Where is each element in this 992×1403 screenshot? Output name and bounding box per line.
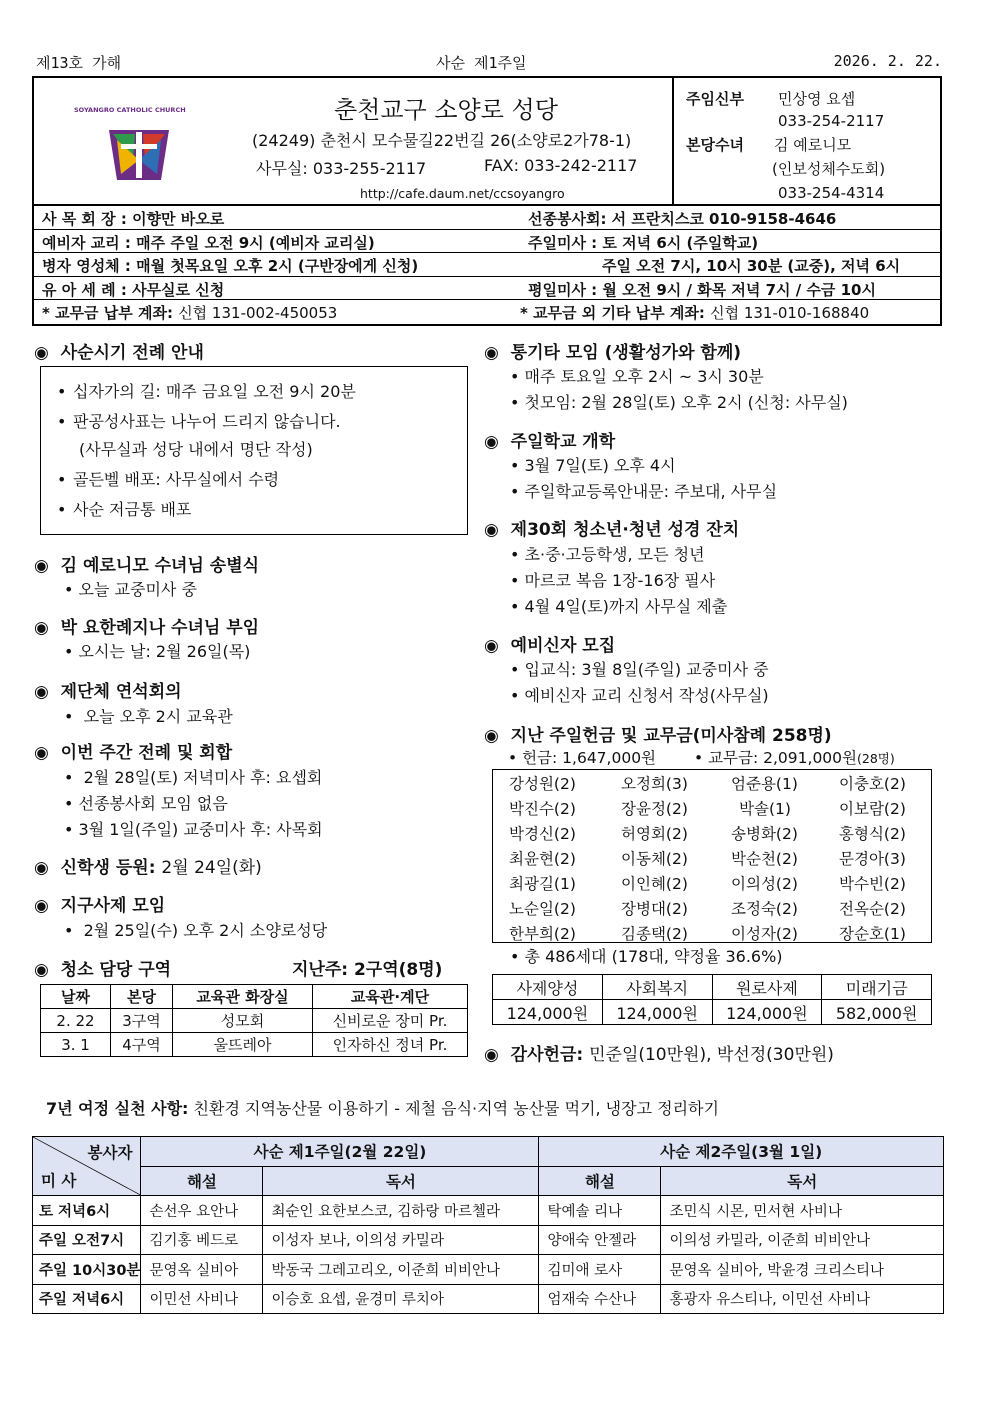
- table-cell: 124,000원: [602, 1000, 712, 1025]
- donor-name: 박진수(2): [509, 800, 576, 818]
- info-weekday-mass: 평일미사 : 월 오전 9시 / 화목 저녁 7시 / 수금 10시: [528, 280, 876, 299]
- corner-top-label: 봉사자: [87, 1144, 133, 1162]
- table-cell: 3구역: [111, 1009, 173, 1033]
- clergy-box: [672, 78, 944, 206]
- list-item: • 오늘 교중미사 중: [64, 580, 197, 599]
- mass-time: 주일 10시30분: [33, 1255, 141, 1285]
- logo-text: SOYANGRO CATHOLIC CHURCH: [74, 106, 186, 114]
- church-logo: [74, 104, 204, 194]
- list-item: • 3월 7일(토) 오후 4시: [510, 456, 676, 475]
- table-row: [33, 1284, 944, 1314]
- list-item: • 주일학교등록안내문: 주보대, 사무실: [510, 482, 778, 501]
- list-item: • 첫모임: 2월 28일(토) 오후 2시 (신청: 사무실): [510, 393, 848, 412]
- column-header: 사회복지: [602, 975, 712, 1000]
- school-title: ◉ 주일학교 개학: [484, 432, 616, 452]
- donor-name: 박경신(2): [509, 825, 576, 843]
- corner-cell: [33, 1137, 141, 1196]
- offering-cash: • 헌금: 1,647,000원: [508, 749, 657, 767]
- table-header-row: [41, 985, 468, 1009]
- donor-name: 전옥순(2): [839, 900, 906, 918]
- mass-time: 주일 오전7시: [33, 1225, 141, 1255]
- column-header: 독서: [661, 1166, 944, 1196]
- nun-phone: 033-254-4314: [778, 184, 885, 202]
- nun-name: 김 예로니모: [774, 136, 852, 154]
- catechumen-title: ◉ 예비신자 모집: [484, 636, 616, 656]
- column-header: 본당: [111, 985, 173, 1009]
- table-header-row: [33, 1166, 944, 1196]
- donor-name: 허영회(2): [621, 825, 688, 843]
- table-header-row: [33, 1137, 944, 1167]
- donor-name: 노순일(2): [509, 900, 576, 918]
- list-item: • 오시는 날: 2월 26일(목): [64, 642, 251, 661]
- table-row: [493, 1000, 932, 1025]
- donor-name: 홍형식(2): [839, 825, 906, 843]
- column-header: 독서: [263, 1166, 539, 1196]
- pastor-name: 민상영 요셉: [778, 90, 856, 108]
- table-cell: 손선우 요안나: [141, 1196, 263, 1226]
- table-cell: 울뜨레아: [173, 1033, 313, 1057]
- table-row: [41, 1033, 468, 1057]
- liturgical-week: 사순 제1주일: [436, 54, 527, 72]
- table-header-row: [493, 975, 932, 1000]
- table-row: [41, 1009, 468, 1033]
- pastor-phone: 033-254-2117: [778, 112, 885, 130]
- nun-order: (인보성체수도회): [772, 160, 886, 178]
- total-households: • 총 486세대 (178대, 약정율 36.6%): [510, 947, 783, 966]
- table-cell: 2. 22: [41, 1009, 111, 1033]
- donor-name: 문경아(3): [839, 850, 906, 868]
- donor-name: 박솔(1): [739, 800, 791, 818]
- table-cell: 문영옥 실비아: [141, 1255, 263, 1285]
- donor-name: 송병화(2): [731, 825, 798, 843]
- column-header: 원로사제: [712, 975, 822, 1000]
- donor-name: 조정숙(2): [731, 900, 798, 918]
- table-cell: 성모회: [173, 1009, 313, 1033]
- cleaning-title: ◉ 청소 담당 구역: [34, 960, 172, 980]
- table-row: [33, 1196, 944, 1226]
- nun-label: 본당수녀: [686, 136, 744, 154]
- thanks-line: ◉ 감사헌금: 민준일(10만원), 박선정(30만원): [484, 1045, 834, 1065]
- issue-number: 제13호 가해: [36, 54, 122, 72]
- column-header: 미래기금: [822, 975, 932, 1000]
- service-roster-table: [32, 1136, 944, 1314]
- week-title: ◉ 이번 주간 전례 및 회합: [34, 743, 233, 763]
- list-item: • 2월 25일(수) 오후 2시 소양로성당: [64, 921, 328, 940]
- arrival-title: ◉ 박 요한례지나 수녀님 부임: [34, 618, 260, 638]
- district-title: ◉ 지구사제 모임: [34, 896, 166, 916]
- donor-name: 이성자(2): [731, 925, 798, 943]
- donor-name: 이충호(2): [839, 775, 906, 793]
- donor-name: 김종택(2): [621, 925, 688, 943]
- donor-name: 이동체(2): [621, 850, 688, 868]
- table-cell: 인자하신 정녀 Pr.: [313, 1033, 468, 1057]
- list-item: • 3월 1일(주일) 교중미사 후: 사목회: [64, 820, 323, 839]
- list-item: (사무실과 성당 내에서 명단 작성): [79, 440, 313, 459]
- bible-title: ◉ 제30회 청소년·청년 성경 잔치: [484, 520, 740, 540]
- mass-time: 주일 저녁6시: [33, 1284, 141, 1314]
- list-item: • 골든벨 배포: 사무실에서 수령: [57, 470, 280, 489]
- donor-name: 장순호(1): [839, 925, 906, 943]
- office-phone: 사무실: 033-255-2117: [256, 159, 427, 178]
- church-address: (24249) 춘천시 모수물길22번길 26(소양로2가78-1): [252, 131, 632, 150]
- seminary-line: ◉ 신학생 등원: 2월 24일(화): [34, 858, 262, 878]
- donor-list: [492, 769, 932, 943]
- info-row: [34, 300, 940, 324]
- info-funeral-service: 선종봉사회: 서 프란치스코 010-9158-4646: [528, 210, 837, 228]
- info-catechumen: 예비자 교리 : 매주 주일 오전 9시 (예비자 교리실): [42, 233, 375, 252]
- church-name: 춘천교구 소양로 성당: [334, 96, 558, 124]
- parish-info-table: [32, 206, 942, 326]
- info-other-account: * 교무금 외 기타 납부 계좌: 신협 131-010-168840: [520, 304, 870, 322]
- cleaning-table: [40, 984, 468, 1057]
- info-row: [34, 230, 940, 254]
- table-cell: 신비로운 장미 Pr.: [313, 1009, 468, 1033]
- header-box: [32, 76, 942, 206]
- info-row: [34, 253, 940, 277]
- info-dues-account: * 교무금 납부 계좌: 신협 131-002-450053: [42, 304, 338, 322]
- table-cell: 3. 1: [41, 1033, 111, 1057]
- week2-header: 사순 제2주일(3월 1일): [539, 1137, 944, 1167]
- table-cell: 4구역: [111, 1033, 173, 1057]
- offering-title: ◉ 지난 주일헌금 및 교무금(미사참례 258명): [484, 726, 832, 746]
- list-item: • 초·중·고등학생, 모든 청년: [510, 545, 705, 564]
- info-sick-communion: 병자 영성체 : 매월 첫목요일 오후 2시 (구반장에게 신청): [42, 257, 419, 275]
- cleaning-last-week: 지난주: 2구역(8명): [292, 960, 443, 980]
- list-item: • 2월 28일(토) 저녁미사 후: 요셉회: [64, 768, 323, 787]
- table-cell: 124,000원: [712, 1000, 822, 1025]
- table-cell: 이의성 카밀라, 이준희 비비안나: [661, 1225, 944, 1255]
- list-item: • 판공성사표는 나누어 드리지 않습니다.: [57, 412, 341, 431]
- lent-title: ◉ 사순시기 전례 안내: [34, 343, 204, 363]
- practice-line: 7년 여정 실천 사항: 친환경 지역농산물 이용하기 - 제철 음식·지역 농산물 먹기, 냉장고 정리하기: [46, 1099, 719, 1118]
- list-item: • 사순 저금통 배포: [57, 500, 192, 519]
- list-item: • 입교식: 3월 8일(주일) 교중미사 중: [510, 660, 769, 679]
- info-row: [34, 277, 940, 301]
- lent-box: [40, 366, 468, 535]
- donor-name: 이인혜(2): [621, 875, 688, 893]
- list-item: • 십자가의 길: 매주 금요일 오전 9시 20분: [57, 382, 356, 401]
- table-cell: 박동국 그레고리오, 이준희 비비안나: [263, 1255, 539, 1285]
- info-row: [34, 206, 940, 230]
- table-cell: 이성자 보나, 이의성 카밀라: [263, 1225, 539, 1255]
- council-title: ◉ 제단체 연석회의: [34, 682, 182, 702]
- table-cell: 최순인 요한보스코, 김하랑 마르첼라: [263, 1196, 539, 1226]
- corner-bottom-label: 미 사: [41, 1172, 77, 1190]
- info-sunday-times: 주일 오전 7시, 10시 30분 (교중), 저녁 6시: [602, 257, 901, 275]
- table-cell: 124,000원: [493, 1000, 603, 1025]
- table-row: [33, 1225, 944, 1255]
- table-cell: 탁예솔 리나: [539, 1196, 661, 1226]
- list-item: • 선종봉사회 모임 없음: [64, 794, 228, 813]
- donor-name: 장윤정(2): [621, 800, 688, 818]
- donor-name: 박순천(2): [731, 850, 798, 868]
- info-pastoral-council: 사 목 회 장 : 이향만 바오로: [42, 210, 225, 228]
- list-item: • 오늘 오후 2시 교육관: [64, 707, 233, 726]
- table-cell: 김미애 로사: [539, 1255, 661, 1285]
- donor-name: 한부희(2): [509, 925, 576, 943]
- donor-name: 강성원(2): [509, 775, 576, 793]
- donor-name: 이보람(2): [839, 800, 906, 818]
- mass-time: 토 저녁6시: [33, 1196, 141, 1226]
- fund-table: [492, 974, 932, 1025]
- info-infant-baptism: 유 아 세 례 : 사무실로 신청: [42, 280, 225, 299]
- donor-name: 최광길(1): [509, 875, 576, 893]
- pastor-label: 주임신부: [686, 90, 744, 108]
- farewell-title: ◉ 김 예로니모 수녀님 송별식: [34, 556, 260, 576]
- table-cell: 양애숙 안젤라: [539, 1225, 661, 1255]
- info-sunday-mass: 주일미사 : 토 저녁 6시 (주일학교): [528, 233, 759, 252]
- donor-name: 최윤현(2): [509, 850, 576, 868]
- table-cell: 이민선 사비나: [141, 1284, 263, 1314]
- table-cell: 홍광자 유스티나, 이민선 사비나: [661, 1284, 944, 1314]
- donor-name: 오정희(3): [621, 775, 688, 793]
- list-item: • 매주 토요일 오후 2시 ~ 3시 30분: [510, 367, 764, 386]
- offering-dues: • 교무금: 2,091,000원(28명): [694, 749, 895, 767]
- column-header: 해설: [141, 1166, 263, 1196]
- guitar-title: ◉ 통기타 모임 (생활성가와 함께): [484, 343, 742, 363]
- donor-name: 장병대(2): [621, 900, 688, 918]
- list-item: • 4월 4일(토)까지 사무실 제출: [510, 597, 728, 616]
- fax-number: FAX: 033-242-2117: [484, 156, 638, 175]
- table-cell: 김기홍 베드로: [141, 1225, 263, 1255]
- column-header: 교육관 화장실: [173, 985, 313, 1009]
- donor-name: 엄준용(1): [731, 775, 798, 793]
- column-header: 해설: [539, 1166, 661, 1196]
- table-cell: 문영옥 실비아, 박윤경 크리스티나: [661, 1255, 944, 1285]
- donor-name: 박수빈(2): [839, 875, 906, 893]
- table-row: [33, 1255, 944, 1285]
- donor-name: 이의성(2): [731, 875, 798, 893]
- week1-header: 사순 제1주일(2월 22일): [141, 1137, 539, 1167]
- cafe-link[interactable]: http://cafe.daum.net/ccsoyangro: [360, 186, 565, 201]
- list-item: • 마르코 복음 1장-16장 필사: [510, 571, 716, 590]
- table-cell: 조민식 시몬, 민서현 사비나: [661, 1196, 944, 1226]
- table-cell: 582,000원: [822, 1000, 932, 1025]
- table-cell: 엄재숙 수산나: [539, 1284, 661, 1314]
- column-header: 교육관·계단: [313, 985, 468, 1009]
- issue-date: 2026. 2. 22.: [833, 52, 942, 70]
- table-cell: 이승호 요셉, 윤경미 루치아: [263, 1284, 539, 1314]
- top-line: [36, 52, 942, 74]
- column-header: 사제양성: [493, 975, 603, 1000]
- list-item: • 예비신자 교리 신청서 작성(사무실): [510, 686, 769, 705]
- column-header: 날짜: [41, 985, 111, 1009]
